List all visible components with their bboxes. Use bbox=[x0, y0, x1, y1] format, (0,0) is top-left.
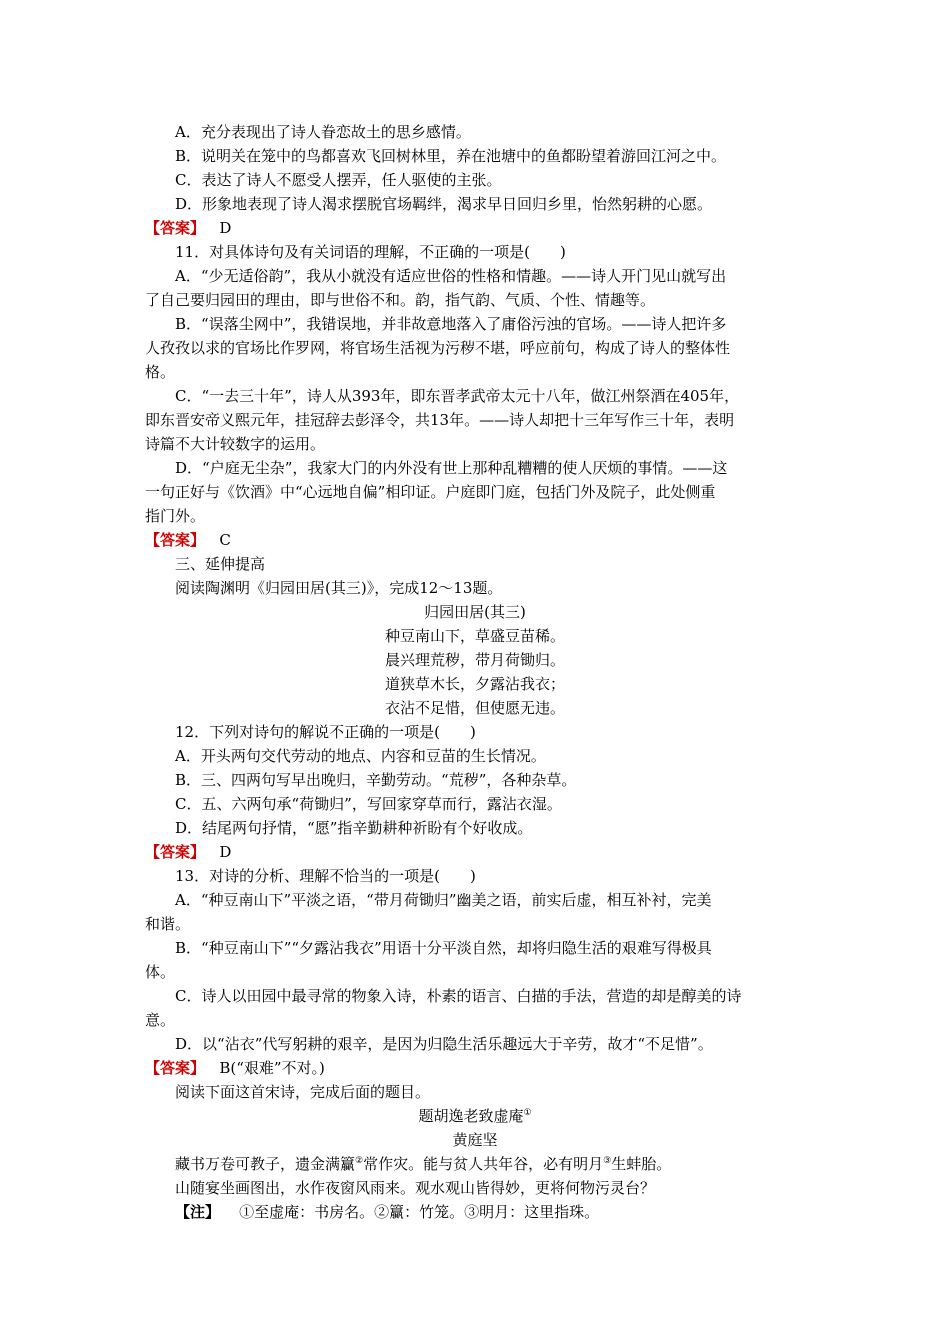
poem2-line1-part2: 常作灾。能与贫人共年谷，必有明月 bbox=[363, 1155, 604, 1173]
q11-option-c-line3: 诗篇不大计较数字的运用。 bbox=[145, 435, 326, 453]
section-heading: 三、延伸提高 bbox=[175, 555, 266, 573]
answer-label: 【答案】 bbox=[145, 1059, 206, 1077]
q12-stem: 12．下列对诗句的解说不正确的一项是( ) bbox=[175, 723, 476, 741]
reading-intro-2: 阅读下面这首宋诗，完成后面的题目。 bbox=[175, 1083, 431, 1101]
q12-option-c: C．五、六两句承“荷锄归”，写回家穿草而行，露沾衣湿。 bbox=[175, 795, 562, 813]
answer-label: 【答案】 bbox=[145, 219, 206, 237]
q10-option-c: C．表达了诗人不愿受人摆弄，任人驱使的主张。 bbox=[175, 171, 502, 189]
q11-option-c-line1: C．“一去三十年”，诗人从393年，即东晋孝武帝太元十八年，做江州祭酒在405年， bbox=[175, 387, 740, 405]
q13-option-d: D．以“沾衣”代写躬耕的艰辛，是因为归隐生活乐趣远大于辛劳，故才“不足惜”。 bbox=[175, 1035, 713, 1053]
q11-option-d-line3: 指门外。 bbox=[145, 507, 206, 525]
footnote-marker: ② bbox=[355, 1156, 364, 1166]
reading-intro-1: 阅读陶渊明《归园田居(其三)》，完成12～13题。 bbox=[175, 579, 503, 597]
poem1-line4: 衣沾不足惜，但使愿无违。 bbox=[384, 699, 565, 717]
footnote-marker: ① bbox=[523, 1108, 532, 1118]
answer-value: B(“艰难”不对。) bbox=[219, 1059, 325, 1077]
q11-option-c-line2: 即东晋安帝义熙元年，挂冠辞去彭泽令，共13年。——诗人却把十三年写作三十年，表明 bbox=[145, 411, 735, 429]
q13-answer-line bbox=[145, 1057, 325, 1079]
q11-option-b-line2: 人孜孜以求的官场比作罗网，将官场生活视为污秽不堪，呼应前句，构成了诗人的整体性 bbox=[145, 339, 731, 357]
q13-option-a-line1: A．“种豆南山下”平淡之语，“带月荷锄归”幽美之语，前实后虚，相互补衬，完美 bbox=[175, 891, 712, 909]
q13-option-c-line1: C．诗人以田园中最寻常的物象入诗，朴素的语言、白描的手法，营造的却是醇美的诗 bbox=[175, 987, 742, 1005]
q10-option-b: B．说明关在笼中的鸟都喜欢飞回树林里，养在池塘中的鱼都盼望着游回江河之中。 bbox=[175, 147, 727, 165]
q13-option-a-line2: 和谐。 bbox=[145, 915, 191, 933]
q11-option-a-line2: 了自己要归园田的理由，即与世俗不和。韵，指气韵、气质、个性、情趣等。 bbox=[145, 291, 656, 309]
poem2-line1-part1: 藏书万卷可教子，遗金满籯 bbox=[175, 1155, 356, 1173]
q10-answer-line bbox=[145, 217, 231, 239]
notes-text: ①至虚庵：书房名。②籯：竹笼。③明月：这里指珠。 bbox=[239, 1203, 600, 1221]
q11-option-a-line1: A．“少无适俗韵”，我从小就没有适应世俗的性格和情趣。——诗人开门见山就写出 bbox=[175, 267, 727, 285]
poem1-line3: 道狭草木长，夕露沾我衣； bbox=[384, 675, 565, 693]
q12-option-d: D．结尾两句抒情，“愿”指辛勤耕种祈盼有个好收成。 bbox=[175, 819, 533, 837]
poem2-line2: 山随宴坐画图出，水作夜窗风雨来。观水观山皆得妙，更将何物污灵台？ bbox=[175, 1179, 656, 1197]
q10-option-d: D．形象地表现了诗人渴求摆脱官场羁绊，渴求早日回归乡里，怡然躬耕的心愿。 bbox=[175, 195, 713, 213]
poem2-title-text: 题胡逸老致虚庵 bbox=[418, 1107, 524, 1125]
q13-option-b-line1: B．“种豆南山下”“夕露沾我衣”用语十分平淡自然，却将归隐生活的艰难写得极具 bbox=[175, 939, 712, 957]
q11-option-d-line1: D．“户庭无尘杂”，我家大门的内外没有世上那种乱糟糟的使人厌烦的事情。——这 bbox=[175, 459, 728, 477]
answer-label: 【答案】 bbox=[145, 531, 206, 549]
poem2-title bbox=[0, 1105, 950, 1127]
poem2-line1-part3: 生蚌胎。 bbox=[611, 1155, 672, 1173]
q13-stem: 13．对诗的分析、理解不恰当的一项是( ) bbox=[175, 867, 476, 885]
q11-stem: 11．对具体诗句及有关词语的理解，不正确的一项是( ) bbox=[175, 243, 566, 261]
answer-value: D bbox=[219, 219, 232, 237]
q13-option-c-line2: 意。 bbox=[145, 1011, 176, 1029]
poem2-line1 bbox=[175, 1153, 671, 1175]
answer-value: D bbox=[219, 843, 232, 861]
q12-option-a: A．开头两句交代劳动的地点、内容和豆苗的生长情况。 bbox=[175, 747, 546, 765]
answer-label: 【答案】 bbox=[145, 843, 206, 861]
answer-value: C bbox=[219, 531, 231, 549]
q10-option-a: A．充分表现出了诗人眷恋故土的思乡感情。 bbox=[175, 123, 471, 141]
notes-line bbox=[175, 1201, 599, 1223]
notes-label: 【注】 bbox=[175, 1203, 221, 1221]
q13-option-b-line2: 体。 bbox=[145, 963, 176, 981]
q12-option-b: B．三、四两句写早出晚归，辛勤劳动。“荒秽”，各种杂草。 bbox=[175, 771, 577, 789]
footnote-marker: ③ bbox=[603, 1156, 612, 1166]
poem1-line2: 晨兴理荒秽，带月荷锄归。 bbox=[384, 651, 565, 669]
q11-answer-line bbox=[145, 529, 231, 551]
q11-option-d-line2: 一句正好与《饮酒》中“心远地自偏”相印证。户庭即门庭，包括门外及院子，此处侧重 bbox=[145, 483, 716, 501]
q11-option-b-line3: 格。 bbox=[145, 363, 176, 381]
poem1-title: 归园田居(其三) bbox=[424, 603, 526, 621]
poem2-author: 黄庭坚 bbox=[452, 1131, 498, 1149]
q11-option-b-line1: B．“误落尘网中”，我错误地，并非故意地落入了庸俗污浊的官场。——诗人把许多 bbox=[175, 315, 727, 333]
q12-answer-line bbox=[145, 841, 231, 863]
poem1-line1: 种豆南山下，草盛豆苗稀。 bbox=[384, 627, 565, 645]
